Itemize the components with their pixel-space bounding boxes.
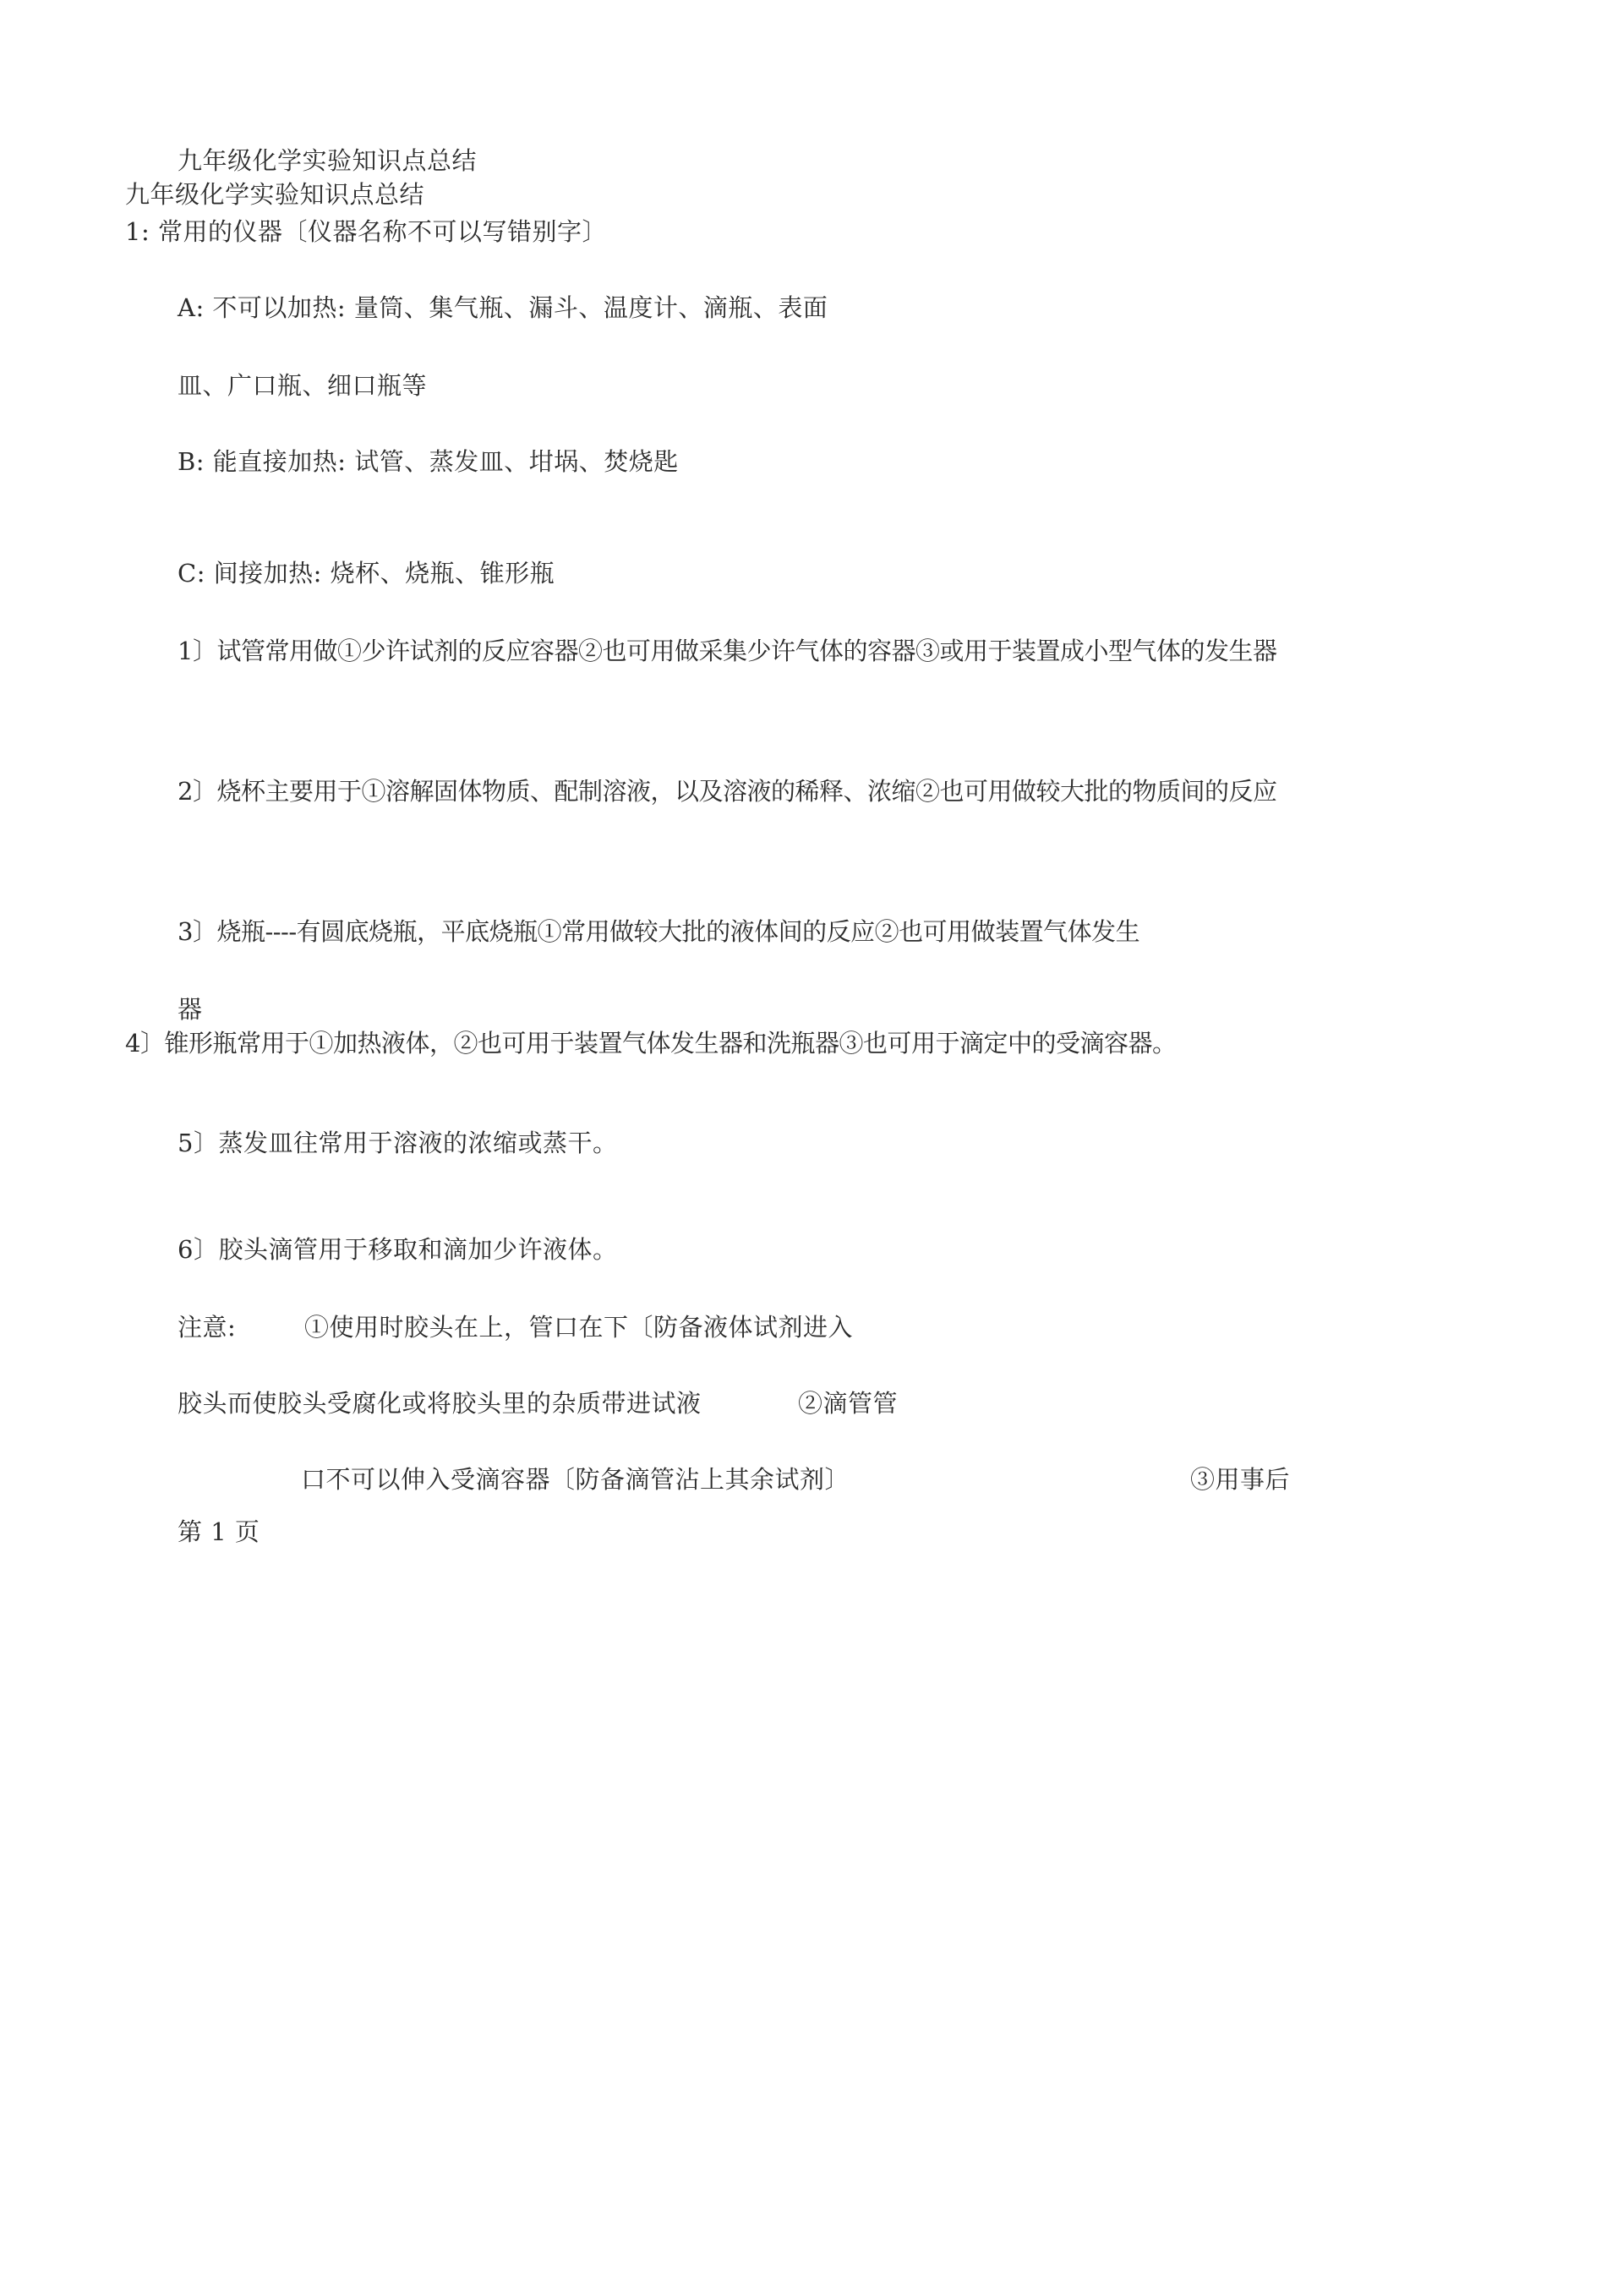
note-text-line2-end: ②滴管管	[798, 1389, 899, 1418]
document-title-top: 九年级化学实验知识点总结	[178, 146, 478, 175]
note-label: 注意:	[178, 1313, 237, 1342]
item-c: C: 间接加热: 烧杯、烧瓶、锥形瓶	[178, 559, 555, 588]
point-4-conical-flask: 4〕锥形瓶常用于①加热液体，②也可用于装置气体发生器和洗瓶器③也可用于滴定中的受滴容器。	[125, 1029, 1177, 1058]
section-heading-instruments: 1: 常用的仪器〔仪器名称不可以写错别字〕	[125, 217, 607, 246]
point-3-flask-line2: 器	[178, 995, 203, 1024]
item-a-line2: 皿、广口瓶、细口瓶等	[178, 371, 428, 400]
item-a-line1: A: 不可以加热: 量筒、集气瓶、漏斗、温度计、滴瓶、表面	[178, 293, 828, 322]
page-footer: 第 1 页	[178, 1517, 260, 1546]
point-5-evaporating-dish: 5〕蒸发皿往常用于溶液的浓缩或蒸干。	[178, 1129, 618, 1157]
note-text-line2: 胶头而使胶头受腐化或将胶头里的杂质带进试液	[178, 1389, 702, 1418]
note-text-part1: ①使用时胶头在上，管口在下〔防备液体试剂进入	[304, 1313, 854, 1342]
point-2-beaker: 2〕烧杯主要用于①溶解固体物质、配制溶液，以及溶液的稀释、浓缩②也可用做较大批的物质间的反应	[178, 777, 1277, 806]
note-text-line3: 口不可以伸入受滴容器〔防备滴管沾上其余试剂〕	[301, 1465, 850, 1494]
point-1-test-tube: 1〕试管常用做①少许试剂的反应容器②也可用做采集少许气体的容器③或用于装置成小型气体的发生器	[178, 637, 1277, 665]
note-text-line3-end: ③用事后	[1190, 1465, 1291, 1494]
document-title: 九年级化学实验知识点总结	[125, 180, 425, 209]
item-b: B: 能直接加热: 试管、蒸发皿、坩埚、焚烧匙	[178, 447, 679, 476]
point-3-flask-line1: 3〕烧瓶----有圆底烧瓶，平底烧瓶①常用做较大批的液体间的反应②也可用做装置气体发生	[178, 917, 1140, 946]
point-6-dropper: 6〕胶头滴管用于移取和滴加少许液体。	[178, 1235, 618, 1264]
